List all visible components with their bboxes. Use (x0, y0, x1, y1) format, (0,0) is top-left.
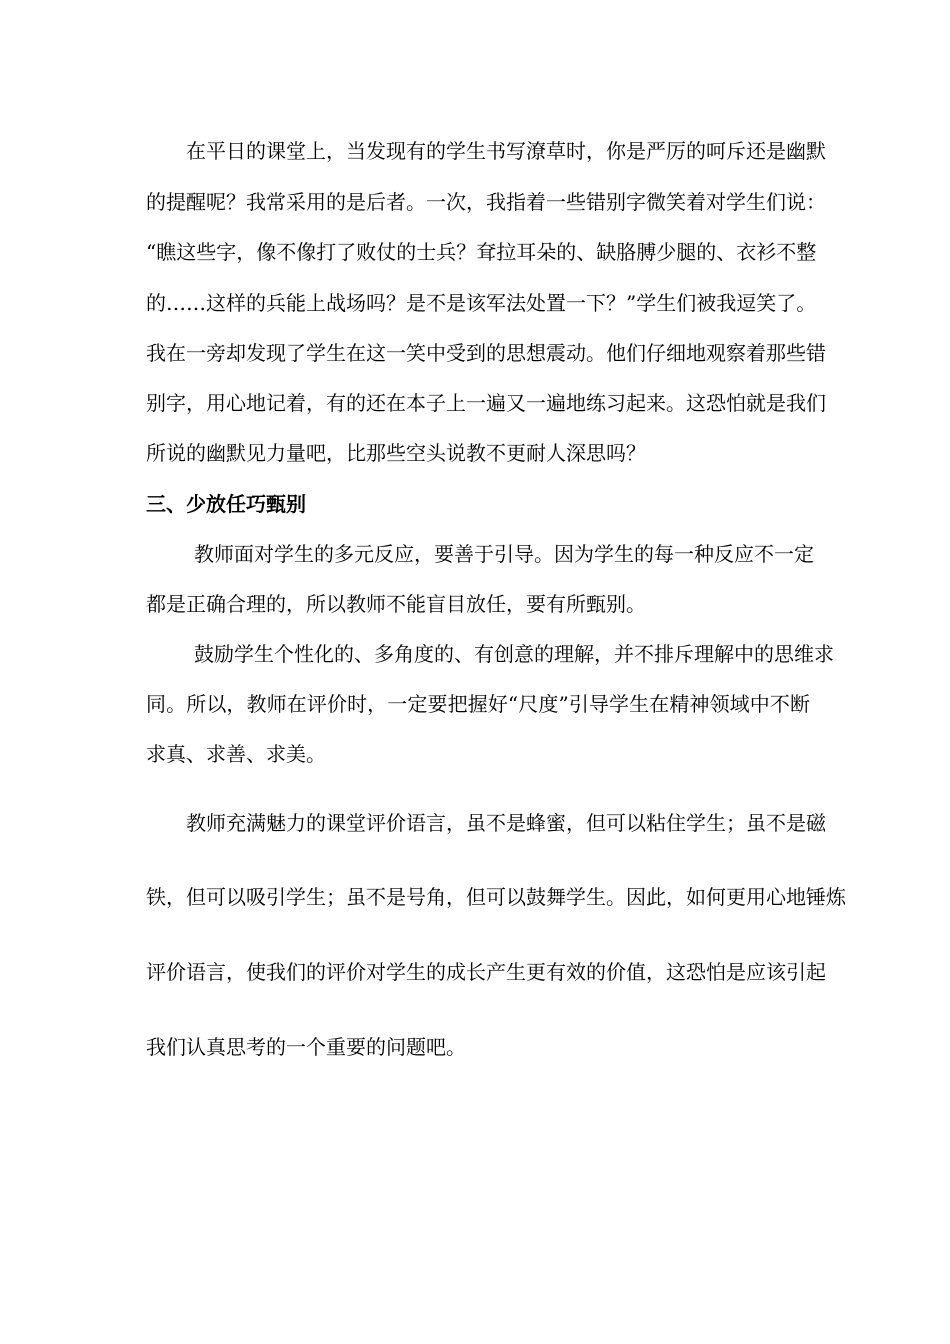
text-line: 同。所以，教师在评价时，一定要把握好“尺度”引导学生在精神领域中不断 (146, 692, 810, 716)
text-line: 都是正确合理的，所以教师不能盲目放任，要有所甄别。 (146, 592, 646, 616)
text-line: 所说的幽默见力量吧，比那些空头说教不更耐人深思吗？ (146, 441, 646, 465)
text-line: 我在一旁却发现了学生在这一笑中受到的思想震动。他们仔细地观察着那些错 (146, 341, 826, 365)
text-line: 的……这样的兵能上战场吗？是不是该军法处置一下？”学生们被我逗笑了。 (146, 291, 817, 315)
text-line: 别字，用心地记着，有的还在本子上一遍又一遍地练习起来。这恐怕就是我们 (146, 391, 826, 415)
text-line: 鼓励学生个性化的、多角度的、有创意的理解，并不排斥理解中的思维求 (194, 642, 834, 666)
text-line: “瞧这些字，像不像打了败仗的士兵？耷拉耳朵的、缺胳膊少腿的、衣衫不整 (146, 240, 817, 264)
text-line: 在平日的课堂上，当发现有的学生书写潦草时，你是严厉的呵斥还是幽默 (186, 139, 826, 163)
text-line: 求真、求善、求美。 (146, 742, 326, 766)
text-line: 铁，但可以吸引学生；虽不是号角，但可以鼓舞学生。因此，如何更用心地锤炼 (146, 885, 846, 909)
text-line: 我们认真思考的一个重要的问题吧。 (146, 1035, 466, 1059)
section-heading: 三、少放任巧甄别 (146, 492, 306, 516)
text-line: 教师充满魅力的课堂评价语言，虽不是蜂蜜，但可以粘住学生；虽不是磁 (186, 811, 826, 835)
text-line: 教师面对学生的多元反应，要善于引导。因为学生的每一种反应不一定 (194, 542, 814, 566)
text-line: 的提醒呢？我常采用的是后者。一次，我指着一些错别字微笑着对学生们说： (146, 190, 826, 214)
text-line: 评价语言，使我们的评价对学生的成长产生更有效的价值，这恐怕是应该引起 (146, 960, 826, 984)
